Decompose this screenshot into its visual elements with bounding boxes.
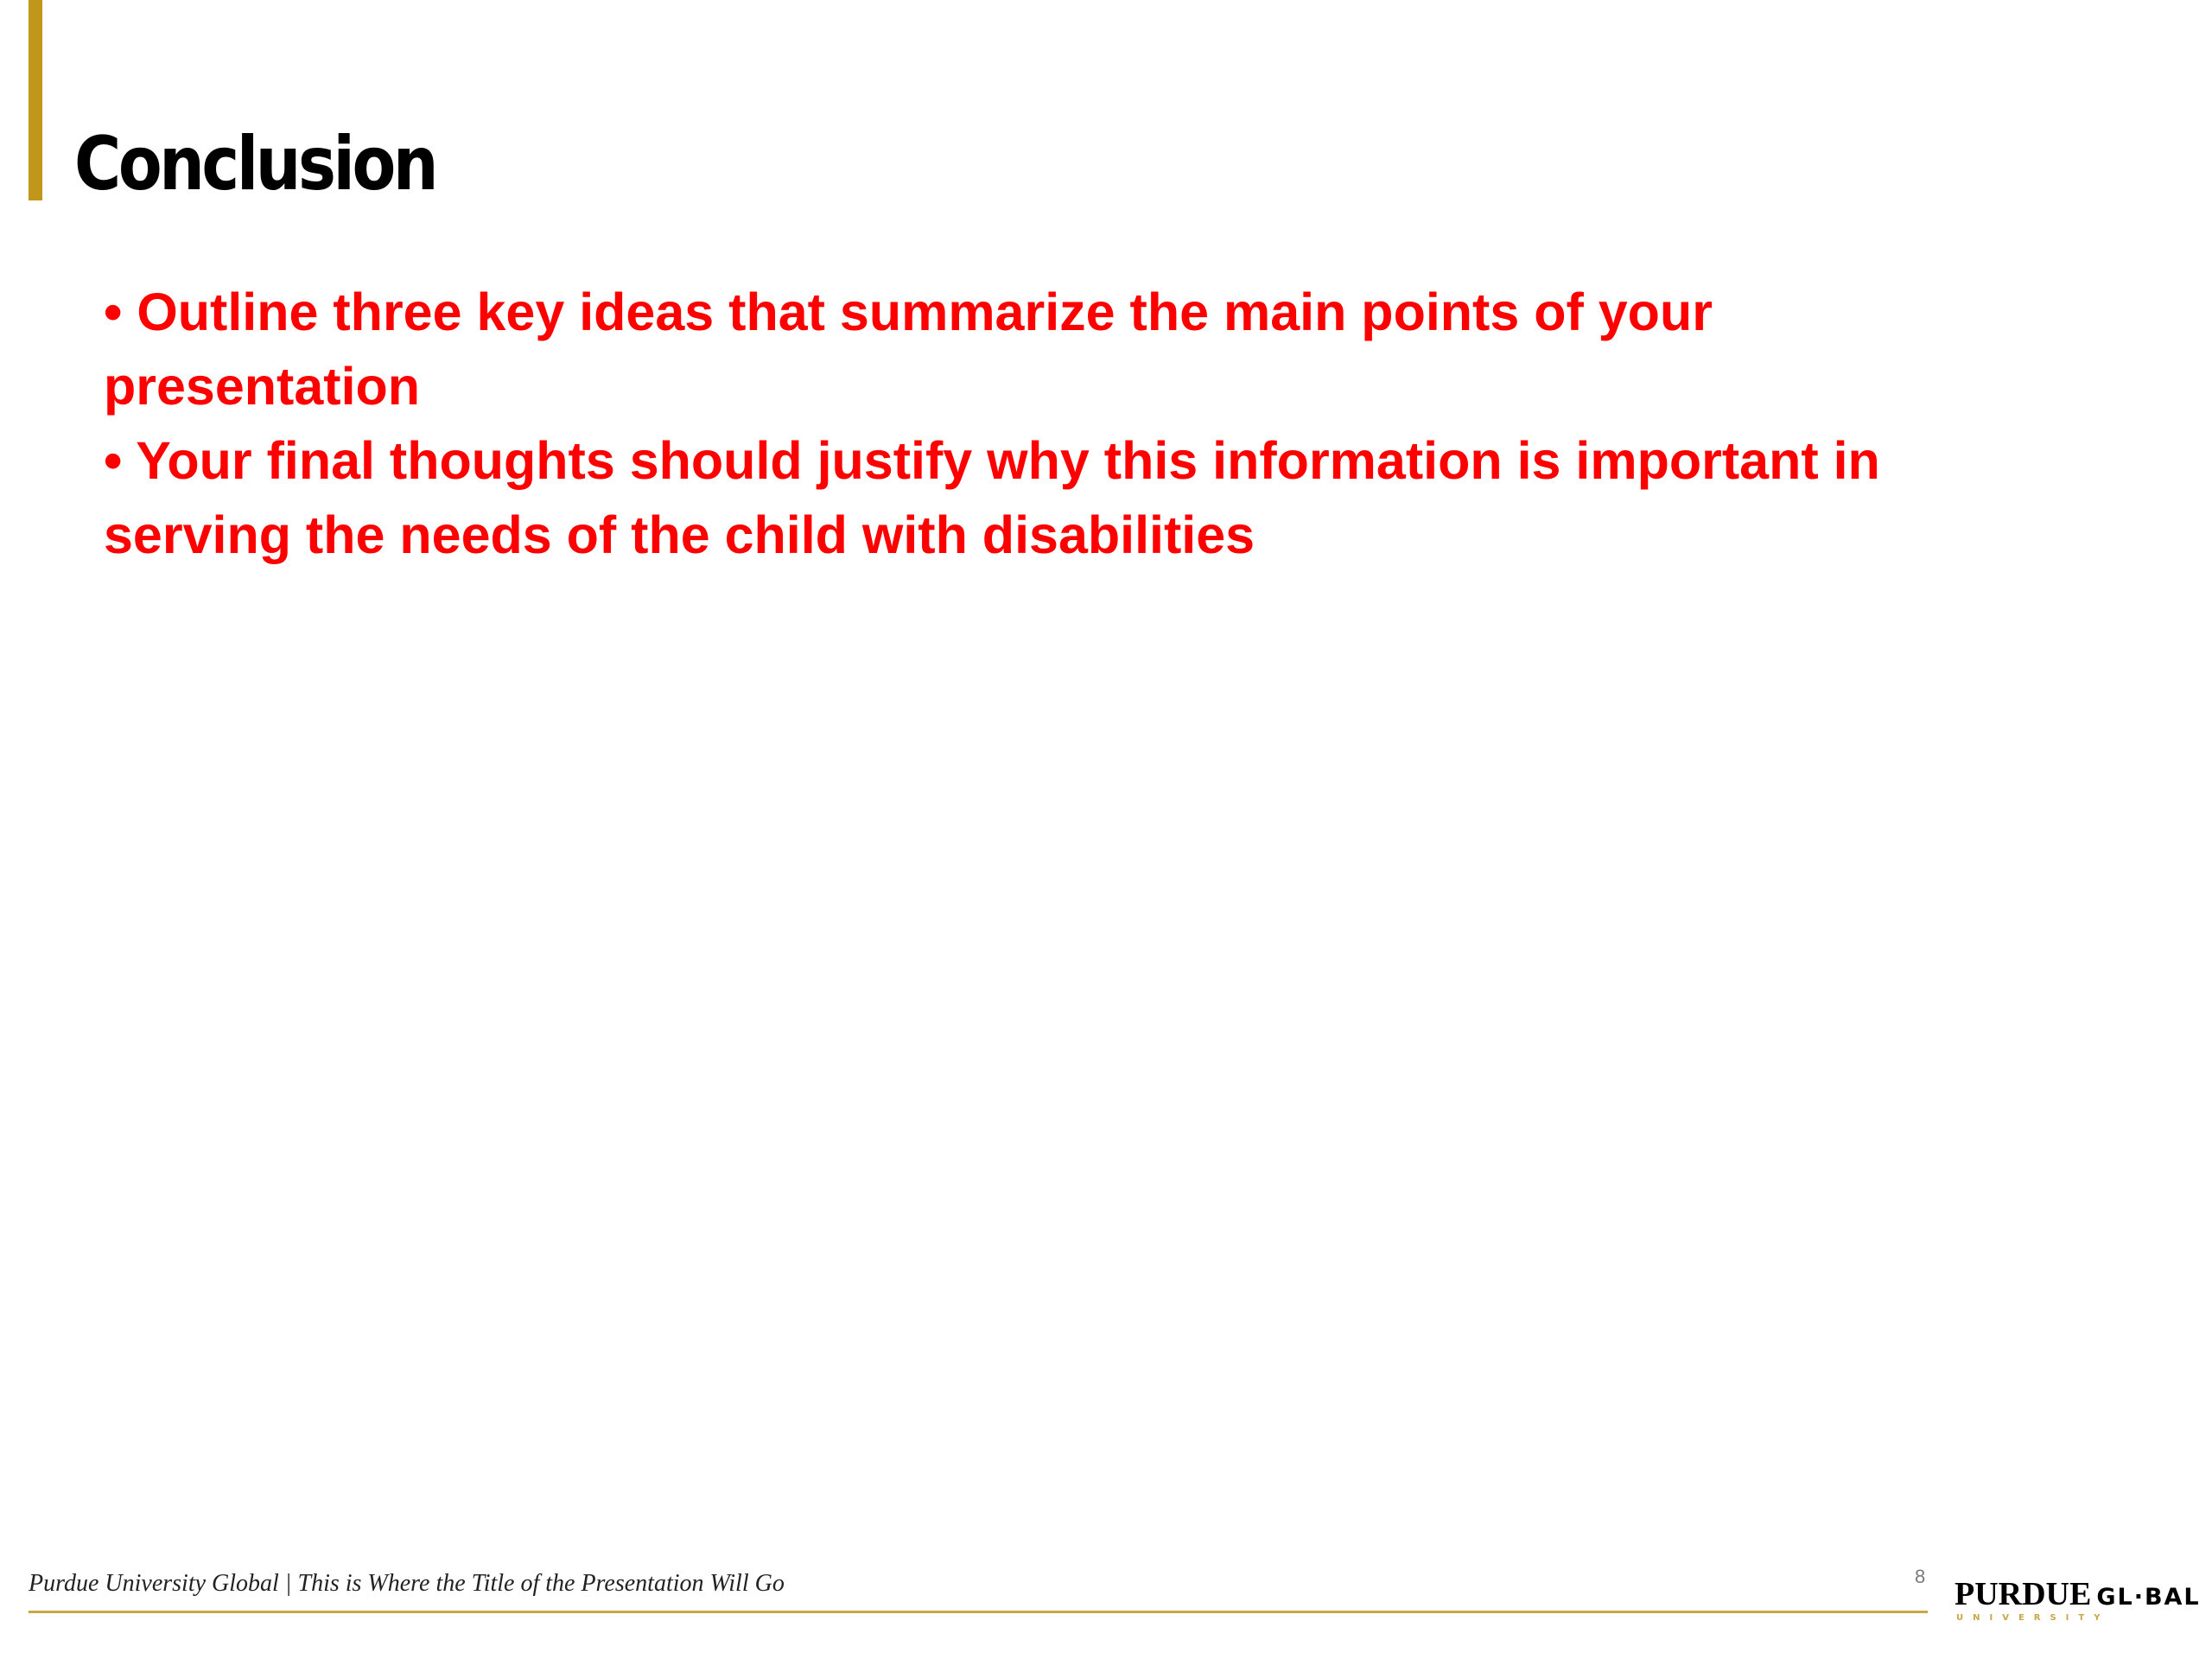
page-number: 8	[1915, 1566, 1926, 1587]
slide-title: Conclusion	[74, 121, 436, 207]
footer-divider	[29, 1611, 1928, 1613]
bullet-list	[104, 275, 1987, 572]
footer-caption: Purdue University Global | This is Where the Title of the Presentation Will Go	[29, 1570, 785, 1597]
logo-university-text: UNIVERSITY	[1956, 1613, 2110, 1623]
logo-global-text: GL·BAL	[2096, 1584, 2201, 1611]
logo-purdue-text: PURDUE	[1955, 1576, 2092, 1612]
title-accent-bar	[29, 0, 42, 200]
bullet-text: Your final thoughts should justify why this information is important in serving the needs of the child with disabilities	[104, 431, 1880, 564]
bullet-text: Outline three key ideas that summarize the main points of your presentation	[104, 283, 1713, 416]
bullet-item	[104, 275, 1987, 423]
bullet-marker: •	[104, 431, 123, 490]
purdue-global-logo	[1955, 1575, 2201, 1632]
bullet-item	[104, 423, 1987, 572]
bullet-marker: •	[104, 283, 123, 341]
